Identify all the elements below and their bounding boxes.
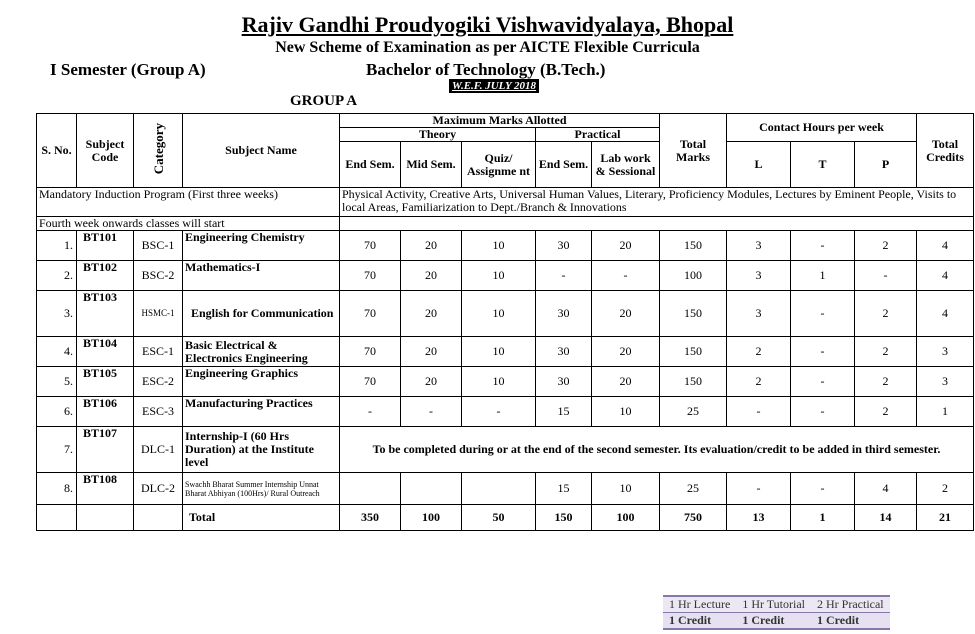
row-sno: 8.: [37, 473, 77, 505]
row-p: 2: [855, 337, 917, 367]
col-total-credits: Total Credits: [917, 114, 974, 188]
row-credits: 4: [917, 261, 974, 291]
scheme-table: [36, 113, 974, 531]
group-label: GROUP A: [290, 93, 358, 109]
row-p: 4: [855, 473, 917, 505]
total-t: 1: [791, 505, 855, 531]
row-sno: 1.: [37, 231, 77, 261]
row-sno: 5.: [37, 367, 77, 397]
row-category: ESC-2: [134, 367, 183, 397]
row-p: -: [855, 261, 917, 291]
row-lab: 20: [592, 337, 660, 367]
row-mid: 20: [401, 367, 462, 397]
total-row: [37, 505, 974, 531]
total-pend: 150: [536, 505, 592, 531]
legend-credit-1: 1 Credit: [663, 613, 736, 630]
row-end: 70: [340, 291, 401, 337]
col-contact-hours: Contact Hours per week: [727, 114, 917, 142]
row-subject: Mathematics-I: [183, 261, 340, 291]
semester-label: I Semester (Group A): [50, 60, 206, 79]
row-mid: -: [401, 397, 462, 427]
row-code: BT106: [77, 397, 134, 427]
row-category: DLC-2: [134, 473, 183, 505]
row-end: 70: [340, 367, 401, 397]
induction-detail: Physical Activity, Creative Arts, Universal Human Values, Literary, Proficiency Modules, Lectures by Eminent People, Visits to local Areas, Familiarization to Dept./Branch & Innovations: [340, 188, 974, 217]
col-category-label: Category: [150, 123, 166, 175]
row-code: BT103: [77, 291, 134, 337]
row-end: [340, 473, 401, 505]
row-total: 25: [660, 397, 727, 427]
total-blank-3: [134, 505, 183, 531]
table-row: [37, 397, 974, 427]
table-row: [37, 337, 974, 367]
row-sno: 3.: [37, 291, 77, 337]
row-category: ESC-1: [134, 337, 183, 367]
row-credits: 4: [917, 231, 974, 261]
row-code: BT101: [77, 231, 134, 261]
row-total: 100: [660, 261, 727, 291]
row-lab: 10: [592, 397, 660, 427]
row-code: BT107: [77, 427, 134, 473]
row-lab: 20: [592, 367, 660, 397]
row-category: ESC-3: [134, 397, 183, 427]
row-l: 2: [727, 337, 791, 367]
table-row: [37, 291, 974, 337]
row-code: BT108: [77, 473, 134, 505]
col-t: T: [791, 142, 855, 188]
row-mid: [401, 473, 462, 505]
row-p: 2: [855, 367, 917, 397]
row-t: -: [791, 291, 855, 337]
row-end: 70: [340, 337, 401, 367]
col-mid-sem: Mid Sem.: [401, 142, 462, 188]
row-t: 1: [791, 261, 855, 291]
row-t: -: [791, 337, 855, 367]
table-row: [37, 473, 974, 505]
degree-title: Bachelor of Technology (B.Tech.): [366, 60, 606, 79]
row-sno: 4.: [37, 337, 77, 367]
row-total: 150: [660, 231, 727, 261]
row-subject: English for Communication: [183, 291, 340, 337]
legend-credit-2: 1 Credit: [736, 613, 811, 630]
row-credits: 3: [917, 367, 974, 397]
legend-credit-3: 1 Credit: [811, 613, 890, 630]
row-l: -: [727, 473, 791, 505]
col-max-marks: Maximum Marks Allotted: [340, 114, 660, 128]
row-l: -: [727, 397, 791, 427]
row-pend: 15: [536, 397, 592, 427]
total-mid: 100: [401, 505, 462, 531]
row-subject: Swachh Bharat Summer Internship Unnat Bharat Abhiyan (100Hrs)/ Rural Outreach: [183, 473, 340, 505]
row-pend: 30: [536, 337, 592, 367]
total-p: 14: [855, 505, 917, 531]
row-sno: 7.: [37, 427, 77, 473]
row-quiz: [462, 473, 536, 505]
row-sno: 6.: [37, 397, 77, 427]
col-l: L: [727, 142, 791, 188]
row-quiz: 10: [462, 291, 536, 337]
internship-note: To be completed during or at the end of the second semester. Its evaluation/credit to be added in third semester.: [340, 427, 974, 473]
row-lab: 20: [592, 291, 660, 337]
row-credits: 3: [917, 337, 974, 367]
total-lab: 100: [592, 505, 660, 531]
total-marks: 750: [660, 505, 727, 531]
row-end: 70: [340, 231, 401, 261]
row-subject: Manufacturing Practices: [183, 397, 340, 427]
table-row: [37, 427, 974, 473]
legend-lecture: 1 Hr Lecture: [663, 596, 736, 613]
row-total: 150: [660, 291, 727, 337]
row-subject: Internship-I (60 Hrs Duration) at the Institute level: [183, 427, 340, 473]
induction-label: Mandatory Induction Program (First three weeks): [37, 188, 340, 217]
row-code: BT105: [77, 367, 134, 397]
row-category: DLC-1: [134, 427, 183, 473]
row-p: 2: [855, 397, 917, 427]
row-mid: 20: [401, 231, 462, 261]
row-total: 150: [660, 367, 727, 397]
row-quiz: 10: [462, 231, 536, 261]
col-p: P: [855, 142, 917, 188]
row-subject: Engineering Chemistry: [183, 231, 340, 261]
university-title: Rajiv Gandhi Proudyogiki Vishwavidyalaya, Bhopal: [241, 12, 734, 37]
row-pend: 15: [536, 473, 592, 505]
col-practical: Practical: [536, 128, 660, 142]
row-end: -: [340, 397, 401, 427]
col-quiz: Quiz/ Assignme nt: [462, 142, 536, 188]
col-total-marks: Total Marks: [660, 114, 727, 188]
row-code: BT102: [77, 261, 134, 291]
row-quiz: 10: [462, 337, 536, 367]
row-mid: 20: [401, 261, 462, 291]
total-blank-2: [77, 505, 134, 531]
wef-badge: W.E.F. JULY 2018: [449, 79, 539, 93]
row-category: BSC-1: [134, 231, 183, 261]
col-end-sem: End Sem.: [340, 142, 401, 188]
row-p: 2: [855, 291, 917, 337]
legend-tutorial: 1 Hr Tutorial: [736, 596, 811, 613]
col-sno: S. No.: [37, 114, 77, 188]
row-lab: -: [592, 261, 660, 291]
table-row: [37, 367, 974, 397]
row-total: 150: [660, 337, 727, 367]
scheme-title: New Scheme of Examination as per AICTE Flexible Curricula: [275, 39, 700, 56]
table-row: [37, 231, 974, 261]
row-pend: 30: [536, 367, 592, 397]
row-p: 2: [855, 231, 917, 261]
fourth-week-note: Fourth week onwards classes will start: [37, 217, 340, 231]
row-total: 25: [660, 473, 727, 505]
credit-legend: [663, 595, 890, 630]
row-t: -: [791, 397, 855, 427]
row-l: 3: [727, 231, 791, 261]
total-blank-1: [37, 505, 77, 531]
total-credits: 21: [917, 505, 974, 531]
row-t: -: [791, 473, 855, 505]
col-lab-work: Lab work & Sessional: [592, 142, 660, 188]
row-l: 3: [727, 261, 791, 291]
row-quiz: -: [462, 397, 536, 427]
row-t: -: [791, 367, 855, 397]
col-p-end-sem: End Sem.: [536, 142, 592, 188]
col-theory: Theory: [340, 128, 536, 142]
total-quiz: 50: [462, 505, 536, 531]
row-code: BT104: [77, 337, 134, 367]
row-mid: 20: [401, 291, 462, 337]
row-category: HSMC-1: [134, 291, 183, 337]
row-lab: 10: [592, 473, 660, 505]
fourth-week-blank: [340, 217, 974, 231]
row-category: BSC-2: [134, 261, 183, 291]
table-row: [37, 261, 974, 291]
col-category: [134, 114, 183, 188]
row-subject: Basic Electrical & Electronics Engineering: [183, 337, 340, 367]
total-end: 350: [340, 505, 401, 531]
row-mid: 20: [401, 337, 462, 367]
col-code: Subject Code: [77, 114, 134, 188]
row-pend: 30: [536, 291, 592, 337]
col-name: Subject Name: [183, 114, 340, 188]
row-l: 3: [727, 291, 791, 337]
row-end: 70: [340, 261, 401, 291]
total-l: 13: [727, 505, 791, 531]
total-label: Total: [183, 505, 340, 531]
row-t: -: [791, 231, 855, 261]
row-credits: 4: [917, 291, 974, 337]
row-subject: Engineering Graphics: [183, 367, 340, 397]
legend-practical: 2 Hr Practical: [811, 596, 890, 613]
row-pend: -: [536, 261, 592, 291]
row-quiz: 10: [462, 367, 536, 397]
row-sno: 2.: [37, 261, 77, 291]
row-credits: 1: [917, 397, 974, 427]
row-lab: 20: [592, 231, 660, 261]
row-l: 2: [727, 367, 791, 397]
row-credits: 2: [917, 473, 974, 505]
row-quiz: 10: [462, 261, 536, 291]
row-pend: 30: [536, 231, 592, 261]
